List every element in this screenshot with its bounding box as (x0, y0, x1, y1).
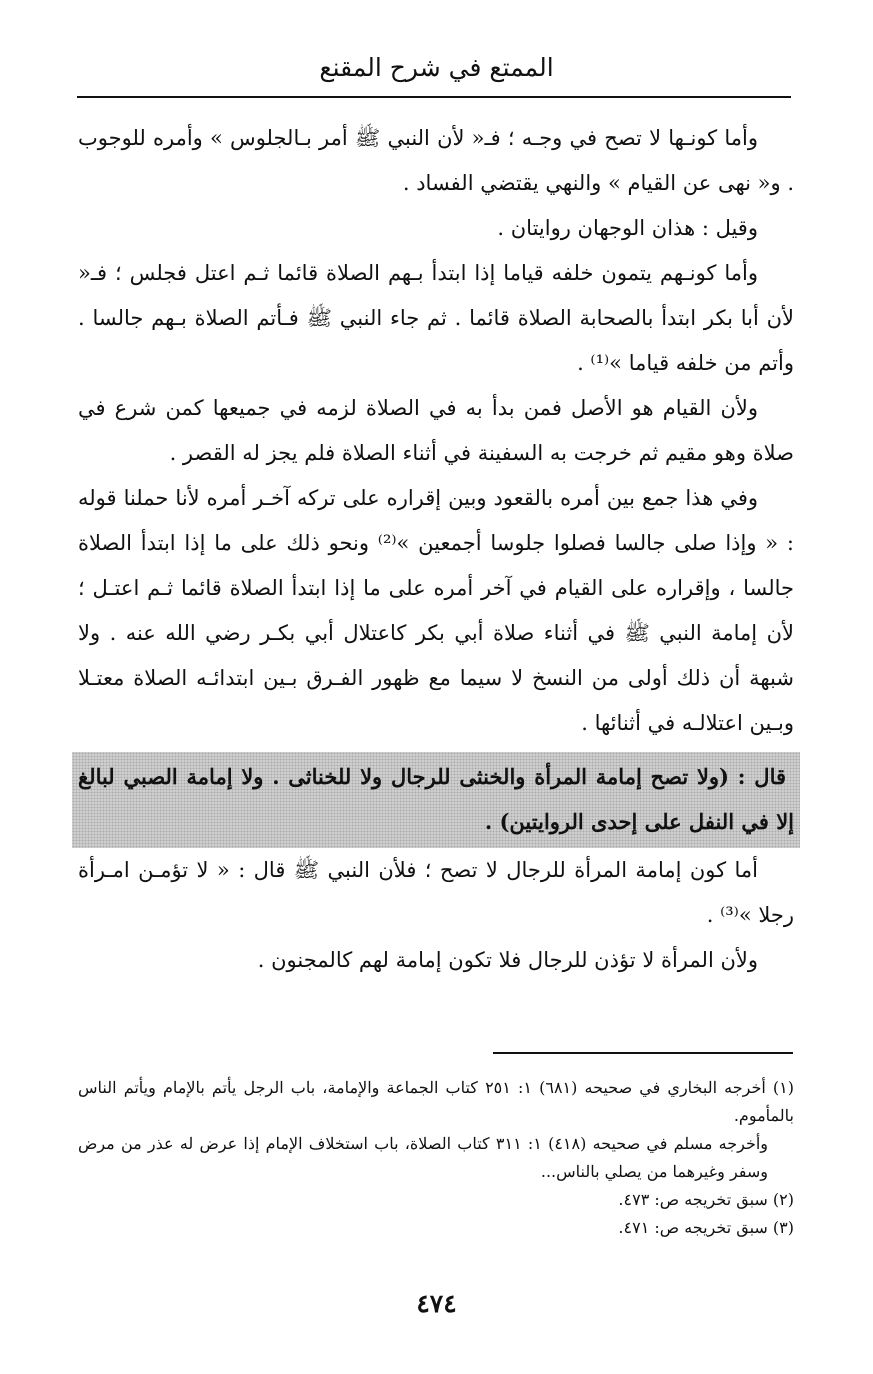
main-text (78, 116, 794, 983)
footnote-3: (٣) سبق تخريجه ص: ٤٧١. (618, 1218, 794, 1237)
matn-quote-highlight: قال : (ولا تصح إمامة المرأة والخنثى للرجال ولا للخناثى . ولا إمامة الصبي لبالغ إلا في النفل على إحدى الروايتين) . (72, 752, 800, 848)
footnote-1: (١) أخرجه البخاري في صحيحه (٦٨١) ١: ٢٥١ كتاب الجماعة والإمامة، باب الرجل يأتم بالإمام ويأتم الناس بالمأموم. (78, 1078, 795, 1125)
footnotes (78, 1074, 794, 1242)
paragraph-4: ولأن القيام هو الأصل فمن بدأ به في الصلاة لزمه في جميعها كمن شرع في صلاة وهو مقيم ثم خرجت به السفينة في أثناء الصلاة فلم يجز له القصر . (78, 396, 794, 465)
paragraph-3: وأما كونـهم يتمون خلفه قياما إذا ابتدأ بـهم الصلاة قائما ثـم اعتل فجلس ؛ فـ« لأن أبا بكر ابتدأ بالصحابة الصلاة قائما . ثم جاء النبي ﷺ فـأتم الصلاة بـهم جالسا . وأتم من خلفه قياما »⁽¹⁾ . (78, 261, 794, 375)
header-divider (77, 96, 791, 98)
footnote-2: (٢) سبق تخريجه ص: ٤٧٣. (618, 1190, 794, 1209)
paragraph-2: وقيل : هذان الوجهان روايتان . (497, 216, 758, 240)
page-number: ٤٧٤ (416, 1289, 457, 1318)
paragraph-1: وأما كونـها لا تصح في وجـه ؛ فـ« لأن النبي ﷺ أمر بـالجلوس » وأمره للوجوب . و« نهى عن القيام » والنهي يقتضي الفساد . (78, 126, 794, 195)
footnote-divider (493, 1052, 793, 1054)
footnote-1-continued: وأخرجه مسلم في صحيحه (٤١٨) ١: ٣١١ كتاب الصلاة، باب استخلاف الإمام إذا عرض له عذر من مرض وسفر وغيرهما من يصلي بالناس... (78, 1134, 769, 1181)
paragraph-7: ولأن المرأة لا تؤذن للرجال فلا تكون إمامة لهم كالمجنون . (257, 948, 758, 972)
paragraph-5: وفي هذا جمع بين أمره بالقعود وبين إقراره على تركه آخـر أمره لأنا حملنا قوله : « وإذا صلى جالسا فصلوا جلوسا أجمعين »⁽²⁾ ونحو ذلك على ما إذا ابتدأ الصلاة جالسا ، وإقراره على القيام في آخر أمره على ما إذا ابتدأ الصلاة قائما ثـم اعتـل ؛ لأن إمامة النبي ﷺ في أثناء صلاة أبي بكر كاعتلال أبي بكـر رضي الله عنه . ولا شبهة أن ذلك أولى من النسخ لا سيما مع ظهور الفـرق بـين ابتدائـه الصلاة معتـلا وبـين اعتلالـه في أثنائها . (78, 486, 794, 735)
running-header-title: الممتع في شرح المقنع (319, 53, 554, 82)
paragraph-6: أما كون إمامة المرأة للرجال لا تصح ؛ فلأن النبي ﷺ قال : « لا تؤمـن امـرأة رجلا »⁽³⁾ . (78, 858, 794, 927)
